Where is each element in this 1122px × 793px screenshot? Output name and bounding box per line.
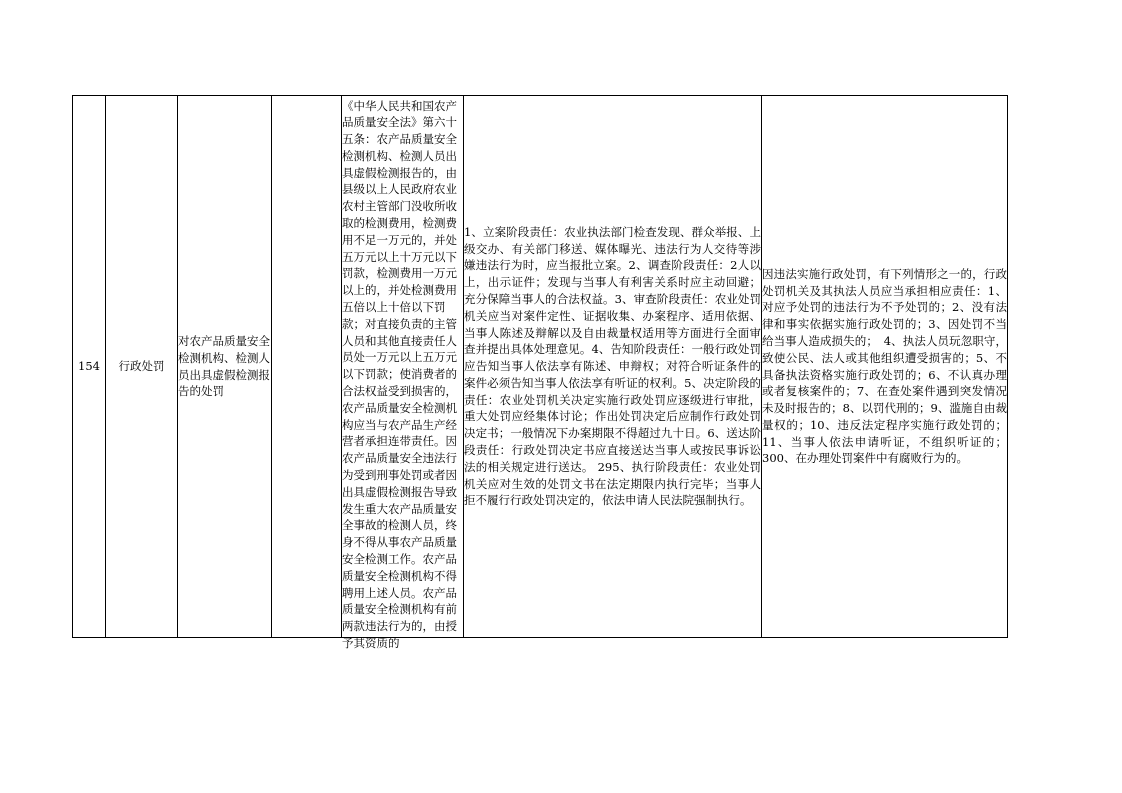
legal-basis-cell — [342, 96, 464, 650]
power-name: 对农产品质量安全检测机构、检测人员出具虚假检测报告的处罚 — [178, 96, 272, 638]
legal-basis-text: 《中华人民共和国农产品质量安全法》第六十五条：农产品质量安全检测机构、检测人员出具虚假检测报告的，由县级以上人民政府农业农村主管部门没收所收取的检测费用，检测费用不足一万元的，并处五万元以上十万元以下罚款，检测费用一万元以上的，并处检测费用五倍以上十倍以下罚款；对直接负责的主管人员和其他直接责任人员处一万元以上五万元以下罚款；使消费者的合法权益受到损害的，农产品质量安全检测机构应当与农产品生产经营者承担连带责任。因农产品质量安全违法行为受到刑事处罚或者因出具虚假检测报告导致发生重大农产品质量安全事故的检测人员，终身不得从事农产品质量安全检测工作。农产品质量安全检测机构不得聘用上述人员。农产品质量安全检测机构有前两款违法行为的，由授予其资质的 — [342, 98, 457, 650]
power-type: 行政处罚 — [106, 96, 178, 638]
subitem-cell — [272, 96, 342, 638]
power-list-table — [72, 95, 1008, 650]
accountability-cell: 因违法实施行政处罚，有下列情形之一的，行政处罚机关及其执法人员应当承担相应责任：1、对应予处罚的违法行为不予处罚的；2、没有法律和事实依据实施行政处罚的；3、因处罚不当给当事人造成损失的； 4、执法人员玩忽职守，致使公民、法人或其他组织遭受损害的；5、不具备执法资格实施行政处罚的；6、不认真办理或者复核案件的；7、在查处案件遇到突发情况未及时报告的；8、以罚代刑的；9、滥施自由裁量权的；10、违反法定程序实施行政处罚的；11、当事人依法申请听证，不组织听证的；300、在办理处罚案件中有腐败行为的。 — [762, 96, 1008, 638]
table-row — [73, 96, 1008, 638]
responsibility-cell: 1、立案阶段责任：农业执法部门检查发现、群众举报、上级交办、有关部门移送、媒体曝光、违法行为人交待等涉嫌违法行为时，应当报批立案。2、调查阶段责任：2人以上，出示证件；发现与当事人有利害关系时应主动回避；充分保障当事人的合法权益。3、审查阶段责任：农业处罚机关应当对案件定性、证据收集、办案程序、适用依据、当事人陈述及辩解以及自由裁量权适用等方面进行全面审查并提出具体处理意见。4、告知阶段责任：一般行政处罚应告知当事人依法享有陈述、申辩权；对符合听证条件的案件必须告知当事人依法享有听证的权利。5、决定阶段的责任：农业处罚机关决定实施行政处罚应逐级进行审批，重大处罚应经集体讨论；作出处罚决定后应制作行政处罚决定书；一般情况下办案期限不得超过九十日。6、送达阶段责任：行政处罚决定书应直接送达当事人或按民事诉讼法的相关规定进行送达。 295、执行阶段责任：农业处罚机关应对生效的处罚文书在法定期限内执行完毕；当事人拒不履行行政处罚决定的，依法申请人民法院强制执行。 — [464, 96, 762, 638]
row-number: 154 — [73, 96, 106, 638]
